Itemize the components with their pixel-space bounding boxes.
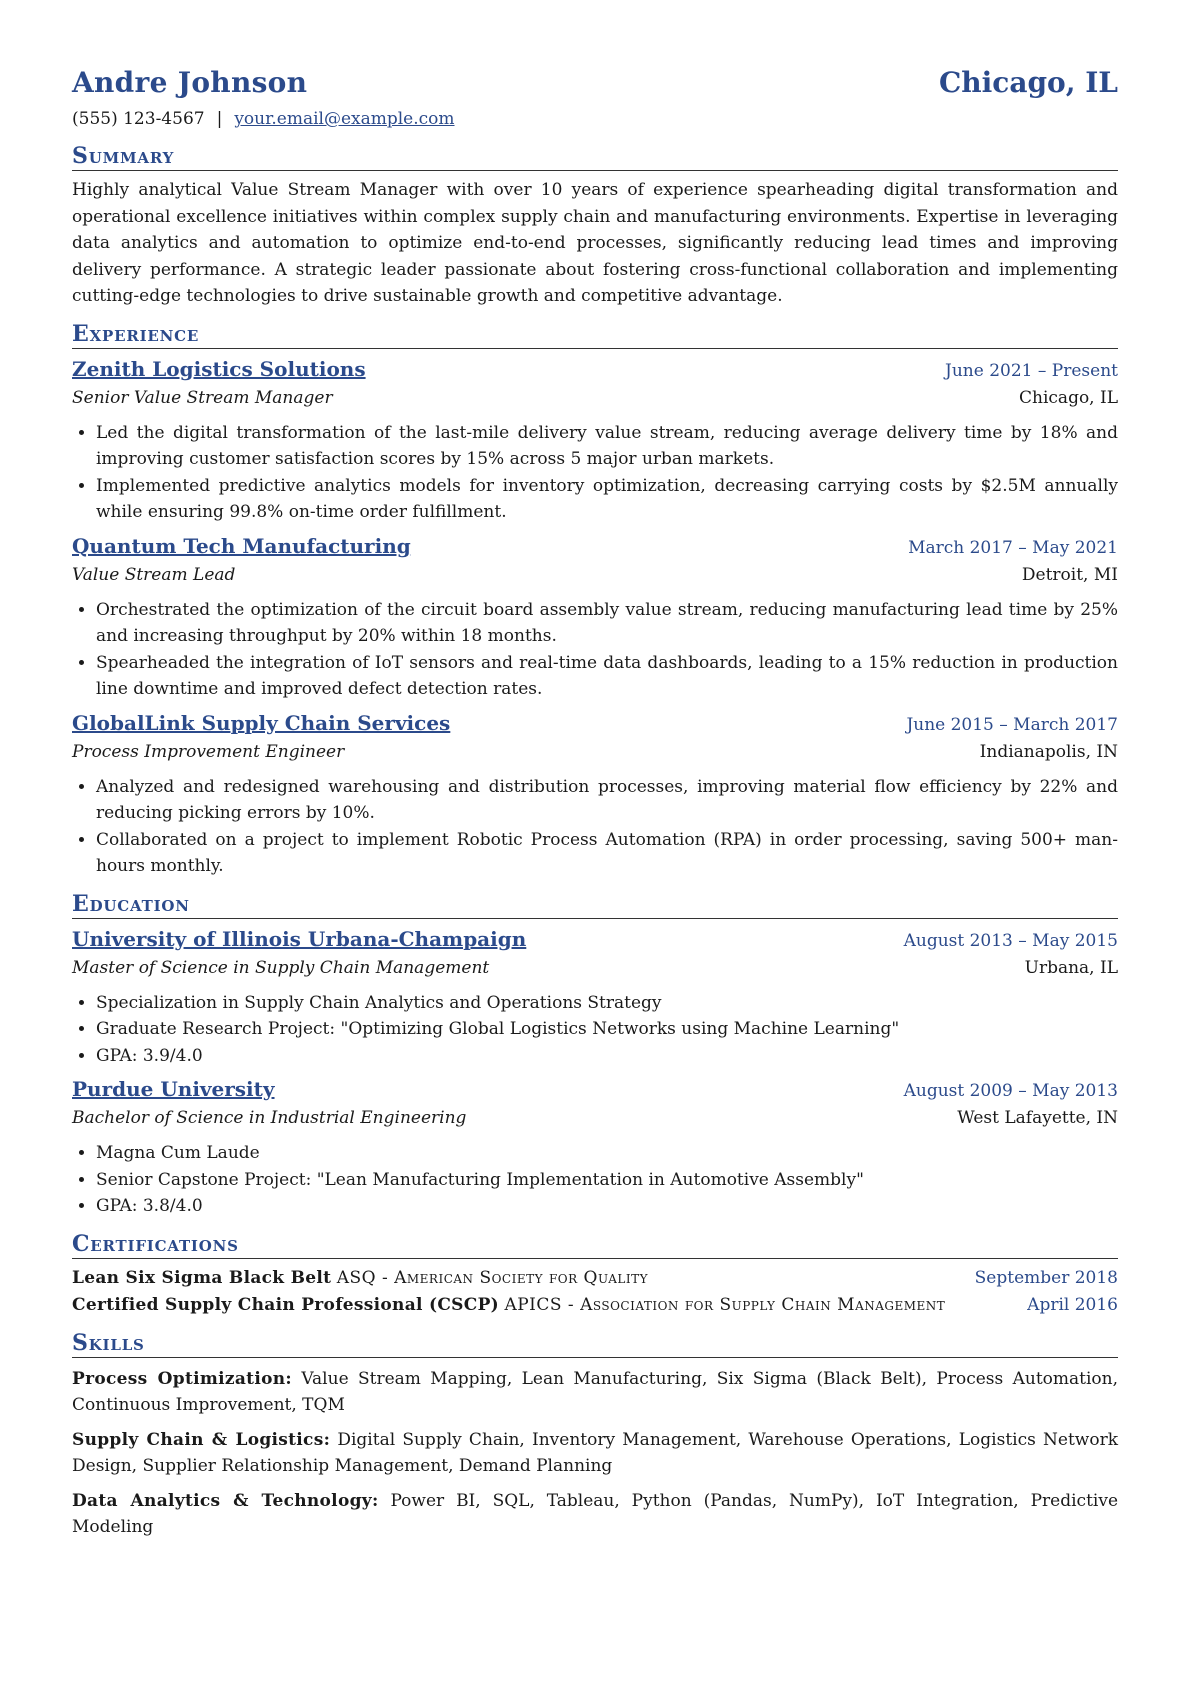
- skill-group: [72, 1427, 1118, 1480]
- skill-items: Digital Supply Chain, Inventory Management, Warehouse Operations, Logistics Network Design, Supplier Relationship Management, Demand Planning: [72, 1429, 1118, 1476]
- bullet-list: [72, 774, 1118, 880]
- skill-group: [72, 1488, 1118, 1541]
- bullet-list: [72, 597, 1118, 703]
- entry-place: Chicago, IL: [1019, 387, 1118, 408]
- entry-role: Master of Science in Supply Chain Management: [72, 957, 490, 978]
- cert-org: ASQ - American Society for Quality: [336, 1267, 649, 1288]
- bullet-item: • GPA: 3.8/4.0: [96, 1193, 1118, 1220]
- certification-list: [72, 1265, 1118, 1319]
- email-link[interactable]: your.email@example.com: [234, 109, 455, 129]
- section-title-certifications: Certifications: [72, 1230, 1118, 1259]
- bullet-item: • Orchestrated the optimization of the circuit board assembly value stream, reducing manufacturing lead time by 25% and increasing throughput by 20% within 18 months.: [96, 597, 1118, 650]
- experience-entry: [72, 709, 1118, 880]
- skill-category: Supply Chain & Logistics:: [72, 1429, 331, 1450]
- bullet-item: • Implemented predictive analytics models for inventory optimization, decreasing carrying costs by $2.5M annually while ensuring 99.8% on-time order fulfillment.: [96, 473, 1118, 526]
- education-entry: [72, 1075, 1118, 1220]
- candidate-location: Chicago, IL: [938, 66, 1118, 99]
- bullet-item: • Analyzed and redesigned warehousing and distribution processes, improving material flow efficiency by 22% and reducing picking errors by 10%.: [96, 774, 1118, 827]
- summary-text: Highly analytical Value Stream Manager with over 10 years of experience spearheading digital transformation and operational excellence initiatives within complex supply chain and manufacturing environments. Expertise in leveraging data analytics and automation to optimize end-to-end processes, significantly reducing lead times and improving delivery performance. A strategic leader passionate about fostering cross-functional collaboration and implementing cutting-edge technologies to drive sustainable growth and competitive advantage.: [72, 180, 1118, 306]
- cert-date: September 2018: [974, 1267, 1118, 1288]
- section-title-education: Education: [72, 890, 1118, 919]
- entry-place: West Lafayette, IN: [957, 1108, 1118, 1128]
- org-link[interactable]: University of Illinois Urbana-Champaign: [72, 926, 527, 951]
- bullet-item: • Specialization in Supply Chain Analytics and Operations Strategy: [96, 990, 1118, 1017]
- skill-items: Value Stream Mapping, Lean Manufacturing, Six Sigma (Black Belt), Process Automation, Continuous Improvement, TQM: [72, 1368, 1118, 1415]
- entry-dates: March 2017 – May 2021: [908, 537, 1118, 558]
- certification-item: [72, 1265, 1118, 1292]
- cert-org: APICS - Association for Supply Chain Management: [504, 1294, 946, 1315]
- experience-entry: [72, 355, 1118, 526]
- bullet-item: • Magna Cum Laude: [96, 1140, 1118, 1167]
- skill-category: Data Analytics & Technology:: [72, 1490, 379, 1511]
- bullet-item: • Senior Capstone Project: "Lean Manufacturing Implementation in Automotive Assembly": [96, 1167, 1118, 1194]
- bullet-item: • Spearheaded the integration of IoT sensors and real-time data dashboards, leading to a 15% reduction in production line downtime and improved defect detection rates.: [96, 650, 1118, 703]
- phone-number: (555) 123-4567: [72, 109, 205, 129]
- entry-dates: August 2009 – May 2013: [903, 1081, 1118, 1101]
- org-link[interactable]: GlobalLink Supply Chain Services: [72, 710, 451, 735]
- skill-items: Power BI, SQL, Tableau, Python (Pandas, NumPy), IoT Integration, Predictive Modeling: [72, 1490, 1119, 1537]
- section-title-skills: Skills: [72, 1329, 1118, 1358]
- certification-item: [72, 1292, 1118, 1319]
- entry-place: Indianapolis, IN: [979, 741, 1118, 762]
- org-link[interactable]: Quantum Tech Manufacturing: [72, 533, 411, 558]
- cert-name: Lean Six Sigma Black Belt: [72, 1267, 332, 1288]
- entry-place: Urbana, IL: [1024, 957, 1118, 978]
- entry-role: Senior Value Stream Manager: [72, 387, 333, 408]
- bullet-item: • Led the digital transformation of the last-mile delivery value stream, reducing average delivery time by 18% and improving customer satisfaction scores by 15% across 5 major urban markets.: [96, 420, 1118, 473]
- bullet-item: • Graduate Research Project: "Optimizing Global Logistics Networks using Machine Learning": [96, 1016, 1118, 1043]
- contact-line: [72, 106, 1118, 132]
- entry-dates: June 2015 – March 2017: [906, 714, 1118, 735]
- resume-header: [72, 62, 1118, 104]
- candidate-name: Andre Johnson: [72, 66, 308, 99]
- contact-separator: |: [216, 109, 223, 129]
- education-entry: [72, 925, 1118, 1070]
- entry-dates: June 2021 – Present: [945, 360, 1118, 381]
- experience-entry: [72, 532, 1118, 703]
- org-link[interactable]: Zenith Logistics Solutions: [72, 356, 366, 381]
- org-link[interactable]: Purdue University: [72, 1077, 275, 1101]
- bullet-list: [72, 1140, 1118, 1220]
- bullet-item: • Collaborated on a project to implement Robotic Process Automation (RPA) in order processing, saving 500+ man-hours monthly.: [96, 827, 1118, 880]
- entry-role: Process Improvement Engineer: [72, 741, 345, 762]
- entry-place: Detroit, MI: [1021, 564, 1118, 585]
- bullet-list: [72, 420, 1118, 526]
- section-title-summary: Summary: [72, 142, 1118, 171]
- bullet-list: [72, 990, 1118, 1070]
- entry-role: Value Stream Lead: [72, 564, 236, 585]
- entry-dates: August 2013 – May 2015: [903, 930, 1118, 951]
- section-title-experience: Experience: [72, 320, 1118, 349]
- bullet-item: • GPA: 3.9/4.0: [96, 1043, 1118, 1070]
- skill-category: Process Optimization:: [72, 1368, 292, 1389]
- entry-role: Bachelor of Science in Industrial Engineering: [72, 1108, 467, 1128]
- cert-name: Certified Supply Chain Professional (CSCP): [72, 1294, 500, 1315]
- cert-date: April 2016: [1027, 1294, 1118, 1315]
- skill-group: [72, 1366, 1118, 1419]
